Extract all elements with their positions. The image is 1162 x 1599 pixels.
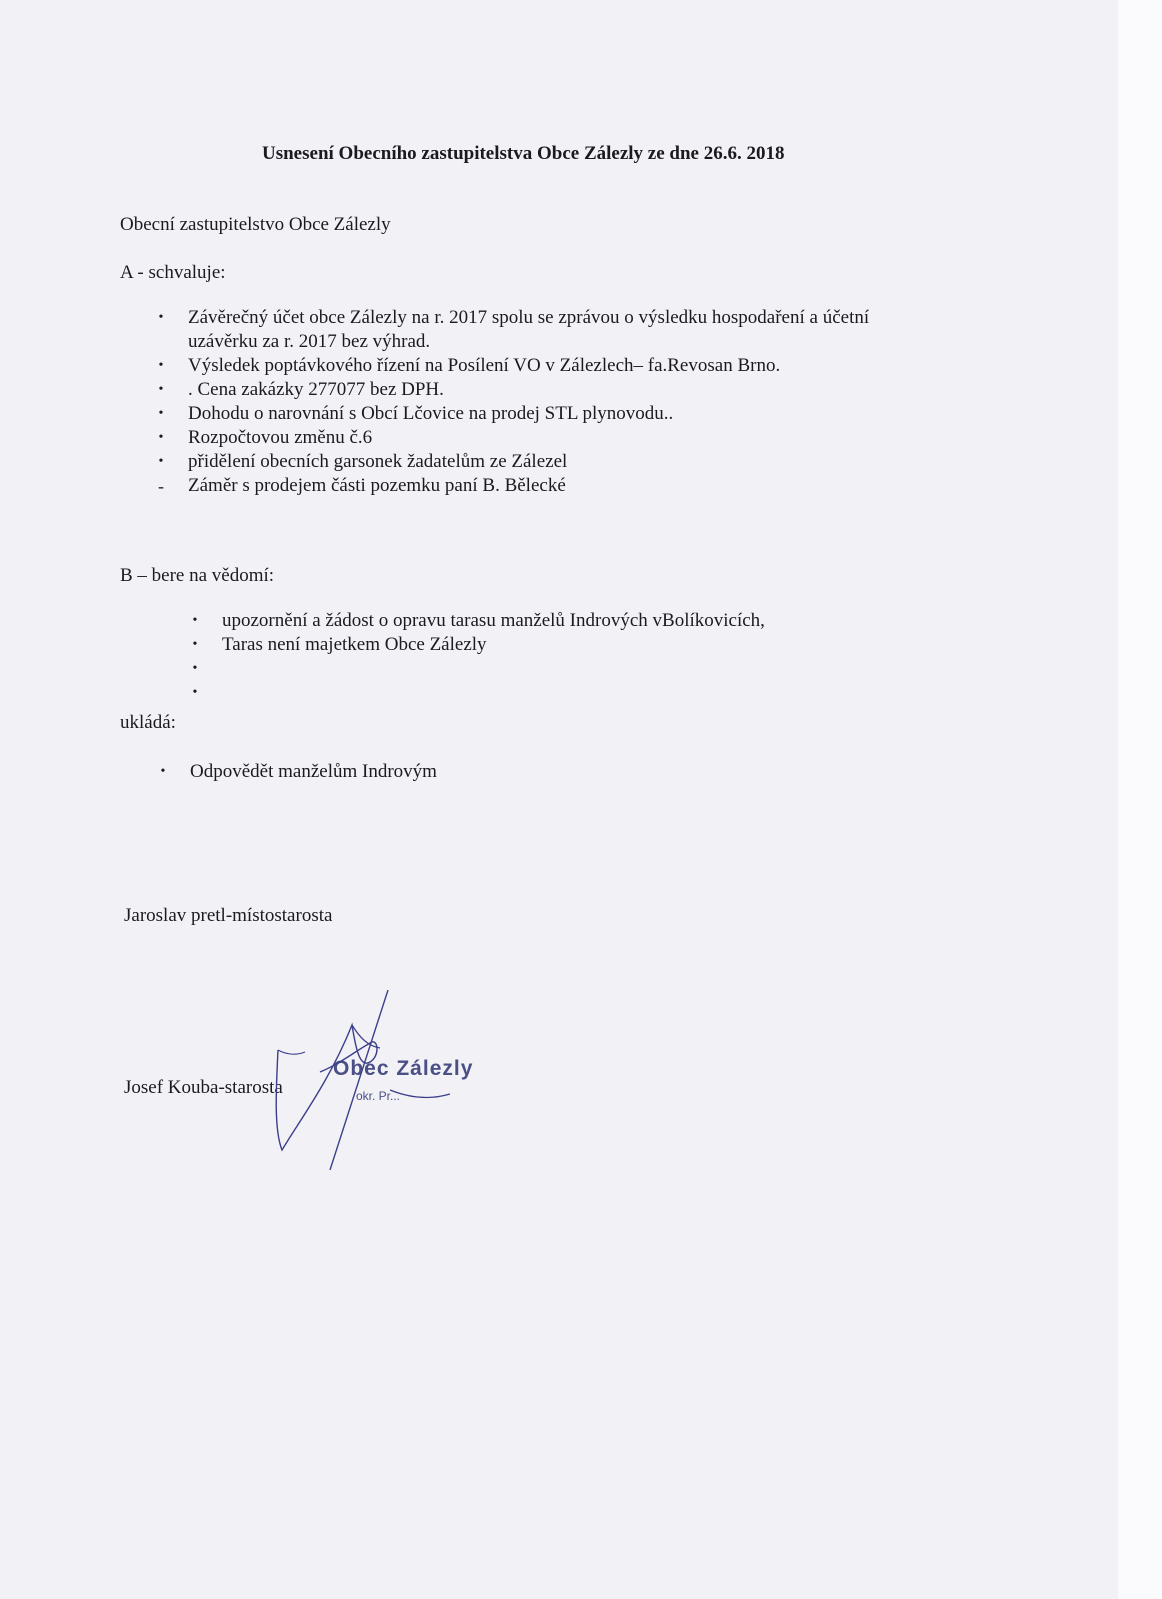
list-item [158, 378, 869, 402]
section-a-heading: A - schvaluje: [120, 262, 226, 283]
list-item [192, 633, 765, 657]
list-item-text: upozornění a žádost o opravu tarasu manželů Indrových vBolíkovicích, [222, 610, 765, 631]
list-item [188, 330, 869, 354]
official-stamp: Obec Zálezly [333, 1057, 474, 1080]
deputy-signature-line: Jaroslav pretl-místostarosta [124, 905, 333, 926]
bullet-mark: • [158, 310, 164, 325]
list-item-text: Odpovědět manželům Indrovým [190, 761, 437, 782]
section-c-list [160, 760, 437, 784]
section-c-heading: ukládá: [120, 712, 176, 733]
list-item-text: Závěrečný účet obce Zálezly na r. 2017 spolu se zprávou o výsledku hospodaření a účetní [188, 307, 870, 328]
bullet-mark: • [158, 406, 164, 421]
bullet-mark: • [158, 382, 164, 397]
page-edge [1118, 0, 1162, 1599]
bullet-mark: • [192, 661, 198, 676]
section-b-list [192, 609, 765, 705]
list-item [192, 609, 765, 633]
list-item-text: . Cena zakázky 277077 bez DPH. [188, 379, 444, 400]
list-item-text: Rozpočtovou změnu č.6 [188, 427, 373, 448]
list-item [160, 760, 437, 784]
dash-mark: - [158, 476, 164, 496]
section-a-list [158, 306, 870, 498]
list-item [158, 306, 870, 330]
list-item-text: Záměr s prodejem části pozemku paní B. Bělecké [188, 475, 566, 496]
list-item [158, 474, 869, 498]
list-item [158, 354, 869, 378]
list-item-text: Taras není majetkem Obce Zálezly [222, 634, 487, 655]
bullet-mark: • [158, 358, 164, 373]
document-title: Usnesení Obecního zastupitelstva Obce Zálezly ze dne 26.6. 2018 [262, 143, 785, 164]
bullet-mark: • [160, 764, 166, 779]
bullet-mark: • [192, 637, 198, 652]
list-item [158, 426, 869, 450]
list-item-text: přidělení obecních garsonek žadatelům ze Zálezel [188, 451, 568, 472]
mayor-signature-line: Josef Kouba-starosta [124, 1077, 283, 1098]
list-item-text: Výsledek poptávkového řízení na Posílení VO v Zálezlech– fa.Revosan Brno. [188, 355, 781, 376]
list-item-text: Dohodu o narovnání s Obcí Lčovice na prodej STL plynovodu.. [188, 403, 674, 424]
bullet-mark: • [192, 685, 198, 700]
section-b-heading: B – bere na vědomí: [120, 565, 275, 586]
list-item [192, 657, 765, 681]
bullet-mark: • [192, 613, 198, 628]
intro-line: Obecní zastupitelstvo Obce Zálezly [120, 214, 391, 235]
bullet-mark: • [158, 430, 164, 445]
list-item [158, 450, 869, 474]
official-stamp-subtext: okr. Pr... [356, 1089, 401, 1103]
list-item-text: uzávěrku za r. 2017 bez výhrad. [188, 331, 431, 352]
list-item [158, 402, 869, 426]
list-item [192, 681, 765, 705]
bullet-mark: • [158, 454, 164, 469]
handwritten-signature [260, 990, 490, 1170]
